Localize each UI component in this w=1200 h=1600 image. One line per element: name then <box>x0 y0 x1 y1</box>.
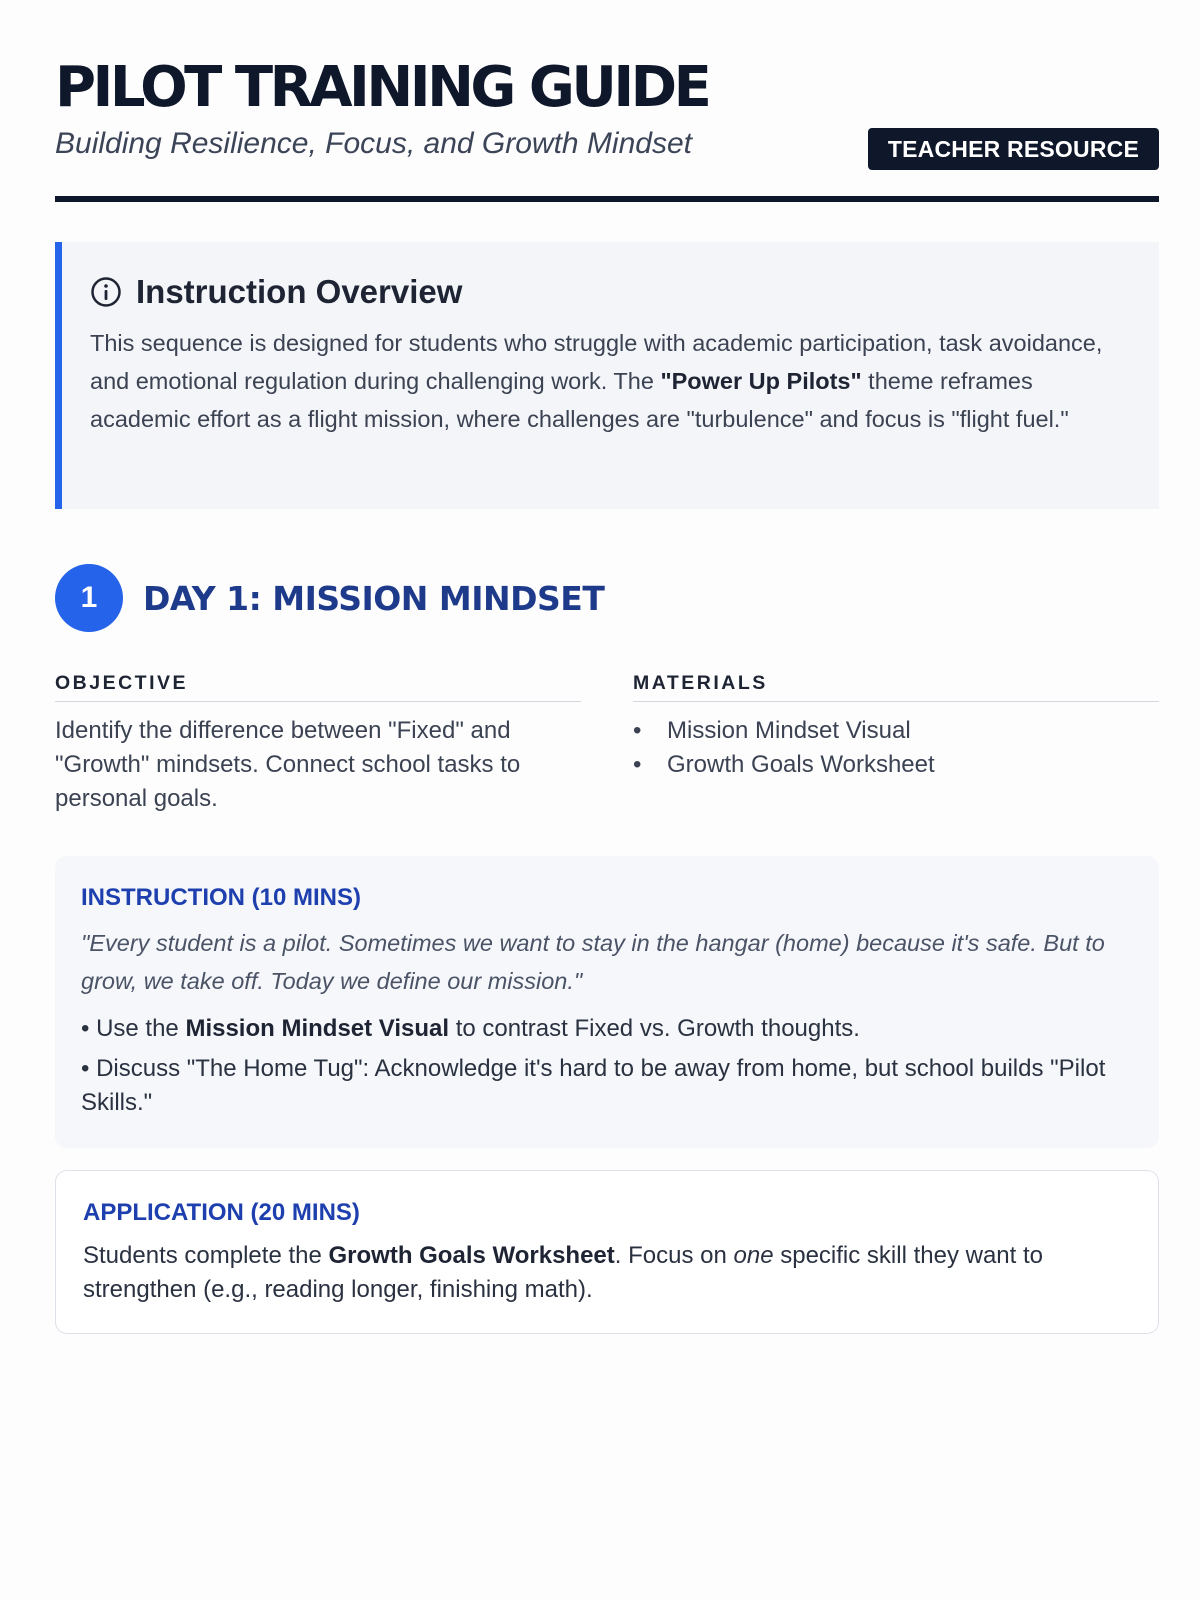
application-text-part: . Focus on <box>614 1242 734 1269</box>
bullet-text-part: • Use the <box>81 1015 186 1042</box>
document-header <box>55 0 1159 202</box>
instruction-card <box>55 856 1159 1148</box>
theme-name: "Power Up Pilots" <box>660 368 862 394</box>
application-text-part: Students complete the <box>83 1242 329 1269</box>
document-title: PILOT TRAINING GUIDE <box>55 55 709 120</box>
list-item <box>633 714 1159 748</box>
bullet-icon: • <box>633 717 642 744</box>
instruction-overview-box <box>55 242 1159 509</box>
material-item-label: Mission Mindset Visual <box>667 717 911 744</box>
overview-title: Instruction Overview <box>136 273 463 310</box>
objective-column <box>55 672 581 816</box>
objective-text: Identify the difference between "Fixed" and "Growth" mindsets. Connect school tasks to personal goals. <box>55 717 521 812</box>
overview-heading <box>90 270 1129 314</box>
material-item-label: Growth Goals Worksheet <box>667 751 935 778</box>
materials-label: MATERIALS <box>633 672 1159 702</box>
application-card <box>55 1170 1159 1334</box>
materials-list <box>633 714 1159 782</box>
application-text <box>83 1239 1132 1307</box>
teacher-resource-badge: TEACHER RESOURCE <box>868 128 1159 170</box>
instruction-label: INSTRUCTION (10 MINS) <box>81 884 362 911</box>
instruction-bullet <box>81 1012 1133 1046</box>
day-heading <box>55 564 604 632</box>
bullet-icon: • <box>633 751 642 778</box>
list-item <box>633 748 1159 782</box>
application-emphasis: one <box>733 1242 774 1269</box>
bullet-text-part: to contrast Fixed vs. Growth thoughts. <box>449 1015 860 1042</box>
application-text-part: specific skill they want to strengthen (e.g., reading longer, finishing math). <box>83 1242 1043 1303</box>
overview-text <box>90 324 1129 438</box>
document-subtitle: Building Resilience, Focus, and Growth Mindset <box>55 127 692 160</box>
instruction-bullet: • Discuss "The Home Tug": Acknowledge it's hard to be away from home, but school builds "Pilot Skills." <box>81 1055 1106 1116</box>
objective-label: OBJECTIVE <box>55 672 581 702</box>
day-number-badge: 1 <box>55 564 123 632</box>
document-page <box>55 0 1159 1303</box>
day-title: DAY 1: MISSION MINDSET <box>143 578 605 618</box>
overview-text-part: This sequence is designed for students who struggle with academic participation, task avoidance, and emotional regulation during challenging work. The <box>90 330 1103 394</box>
bullet-emphasis: Mission Mindset Visual <box>185 1015 450 1042</box>
instruction-quote: "Every student is a pilot. Sometimes we want to stay in the hangar (home) because it's safe. But to grow, we take off. Today we define our mission." <box>81 930 1105 994</box>
objective-materials-section <box>55 672 1159 816</box>
application-label: APPLICATION (20 MINS) <box>83 1199 360 1226</box>
overview-text-part: theme reframes academic effort as a flight mission, where challenges are "turbulence" and focus is "flight fuel." <box>90 368 1069 432</box>
worksheet-name: Growth Goals Worksheet <box>328 1242 615 1269</box>
materials-column <box>633 672 1159 816</box>
info-icon <box>90 276 122 308</box>
